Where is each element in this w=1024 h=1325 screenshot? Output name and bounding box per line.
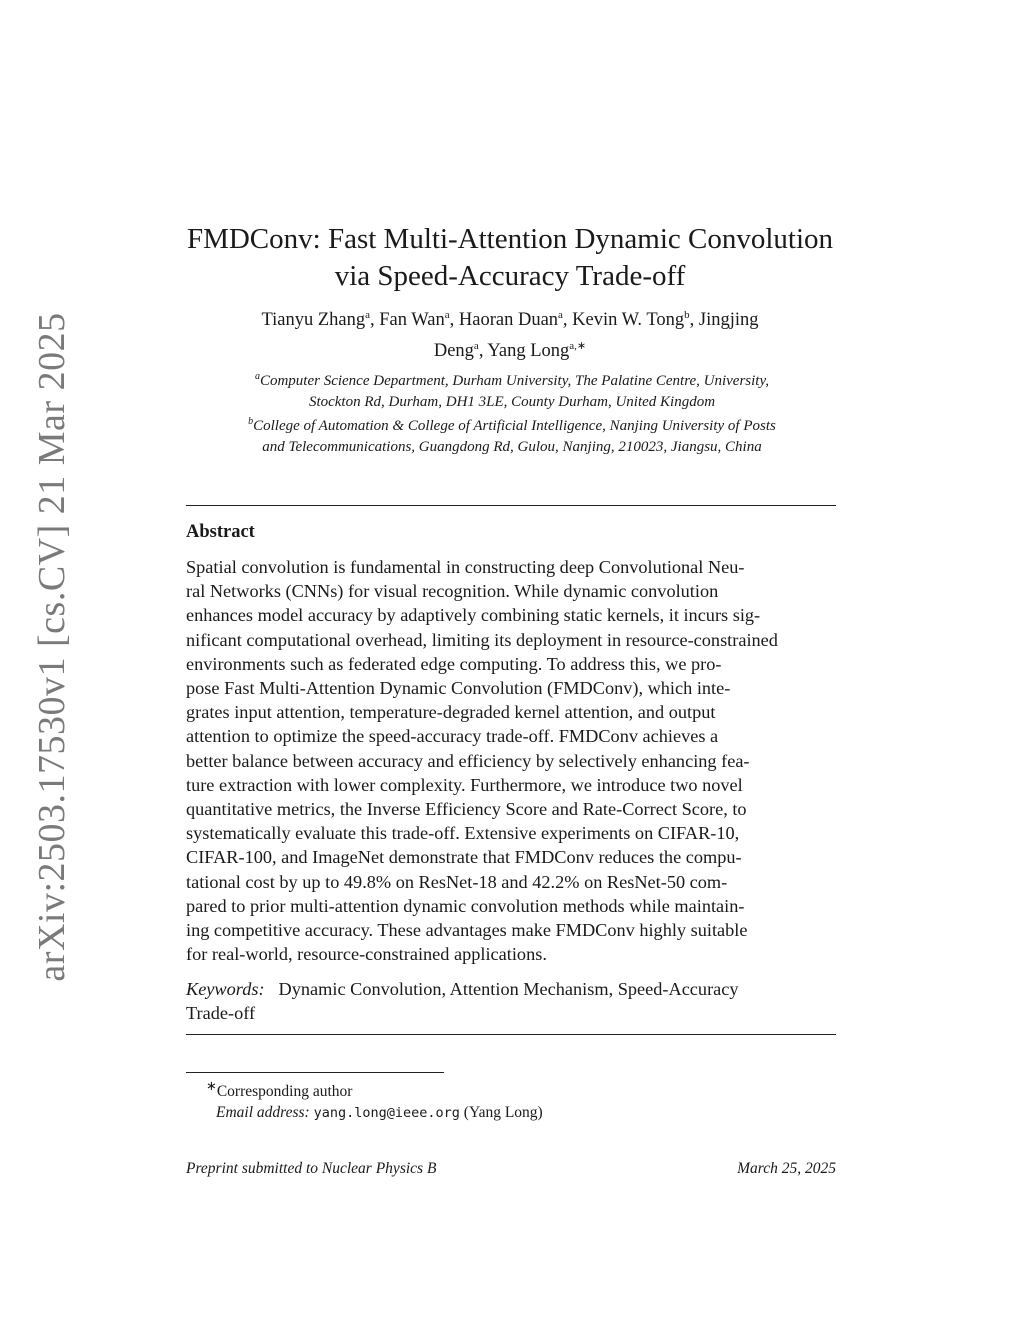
title-line-2: via Speed-Accuracy Trade-off (334, 260, 686, 293)
abstract-line: ture extraction with lower complexity. Furthermore, we introduce two novel (186, 774, 743, 795)
abstract-line: attention to optimize the speed-accuracy trade-off. FMDConv achieves a (186, 726, 719, 747)
abstract-line: ral Networks (CNNs) for visual recognition. While dynamic convolution (186, 581, 719, 602)
abstract-bottom-rule (186, 1034, 836, 1035)
affiliation-mark: a (254, 371, 260, 382)
affiliation-b-line-1: $^b$College of Automation & College of Artificial Intelligence, Nanjing University of Posts (248, 416, 776, 434)
keywords-label: Keywords: (186, 979, 265, 999)
author-name: Kevin W. Tong (572, 310, 685, 331)
footnotes (186, 1075, 543, 1124)
affiliation-mark: b (248, 416, 254, 427)
author-name: Fan Wan (379, 310, 445, 331)
author-affil-mark: a,∗ (569, 340, 587, 353)
abstract-line: tational cost by up to 49.8% on ResNet-18 and 42.2% on ResNet-50 com- (186, 871, 728, 892)
abstract-heading: Abstract (186, 522, 255, 542)
author-affil-mark: a (473, 340, 479, 353)
footer-preprint: Preprint submitted to Nuclear Physics B (186, 1160, 437, 1177)
abstract-line: Spatial convolution is fundamental in constructing deep Convolutional Neu- (186, 557, 745, 577)
arxiv-side-stamp: arXiv:2503.17530v1 [cs.CV] 21 Mar 2025 (31, 312, 73, 982)
author-name: Haoran Duan (458, 310, 559, 331)
abstract-line: pared to prior multi-attention dynamic convolution methods while maintain- (186, 895, 745, 916)
author-name: Tianyu Zhang (261, 310, 366, 331)
author-line-1: Tianyu Zhang$^a$, Fan Wan$^a$, Haoran Duan$^a$, Kevin W. Tong$^b$, Jingjing (261, 309, 759, 331)
title-line-1: FMDConv: Fast Multi-Attention Dynamic Convolution (186, 223, 834, 256)
abstract-line: pose Fast Multi-Attention Dynamic Convolution (FMDConv), which inte- (186, 678, 731, 699)
abstract-line: enhances model accuracy by adaptively combining static kernels, it incurs sig- (186, 605, 761, 626)
affiliations (180, 367, 844, 457)
abstract-body (186, 555, 866, 966)
abstract-line: for real-world, resource-constrained applications. (186, 944, 547, 965)
abstract-line: ing competitive accuracy. These advantages make FMDConv highly suitable (186, 920, 748, 941)
affiliation-a-line-2: Stockton Rd, Durham, DH1 3LE, County Durham, United Kingdom (308, 393, 716, 410)
footer-date: March 25, 2025 (737, 1160, 836, 1177)
abstract-line: environments such as federated edge computing. To address this, we pro- (186, 653, 722, 674)
author-name: Deng (433, 341, 474, 362)
footnote-rule (186, 1072, 444, 1073)
abstract-line: nificant computational overhead, limiting its deployment in resource-constrained (186, 629, 778, 650)
keywords (186, 977, 836, 1025)
abstract-top-rule (186, 505, 836, 506)
email-label: Email address: (216, 1104, 310, 1122)
paper-title (160, 221, 860, 295)
email-link[interactable]: yang.long@ieee.org (313, 1105, 460, 1122)
affiliation-a-line-1: $^a$Computer Science Department, Durham University, The Palatine Centre, University, (254, 371, 770, 389)
email-note: Email address: yang.long@ieee.org (Yang Long) (216, 1104, 543, 1122)
author-name: Yang Long (487, 341, 570, 362)
author-affil-mark: a (365, 309, 371, 321)
corresponding-author-note: ∗Corresponding author (206, 1078, 353, 1101)
abstract-line: better balance between accuracy and efficiency by selectively enhancing fea- (186, 750, 750, 771)
author-affil-mark: a (444, 309, 450, 321)
author-name: Jingjing (698, 310, 759, 331)
abstract-line: systematically evaluate this trade-off. Extensive experiments on CIFAR-10, (186, 823, 740, 844)
affiliation-b-line-2: and Telecommunications, Guangdong Rd, Gulou, Nanjing, 210023, Jiangsu, China (262, 438, 762, 455)
author-affil-mark: b (684, 309, 690, 321)
keywords-line-1: Keywords: Dynamic Convolution, Attention Mechanism, Speed-Accuracy (186, 979, 739, 999)
abstract-line: grates input attention, temperature-degraded kernel attention, and output (186, 702, 716, 723)
keywords-line-2: Trade-off (186, 1003, 256, 1024)
abstract-line: CIFAR-100, and ImageNet demonstrate that FMDConv reduces the compu- (186, 847, 742, 868)
author-list (160, 302, 860, 364)
author-affil-mark: a (558, 309, 563, 321)
author-line-2: Deng$^a$, Yang Long$^{a,∗}$ (433, 340, 587, 362)
abstract-line: quantitative metrics, the Inverse Efficiency Score and Rate-Correct Score, to (186, 799, 747, 820)
